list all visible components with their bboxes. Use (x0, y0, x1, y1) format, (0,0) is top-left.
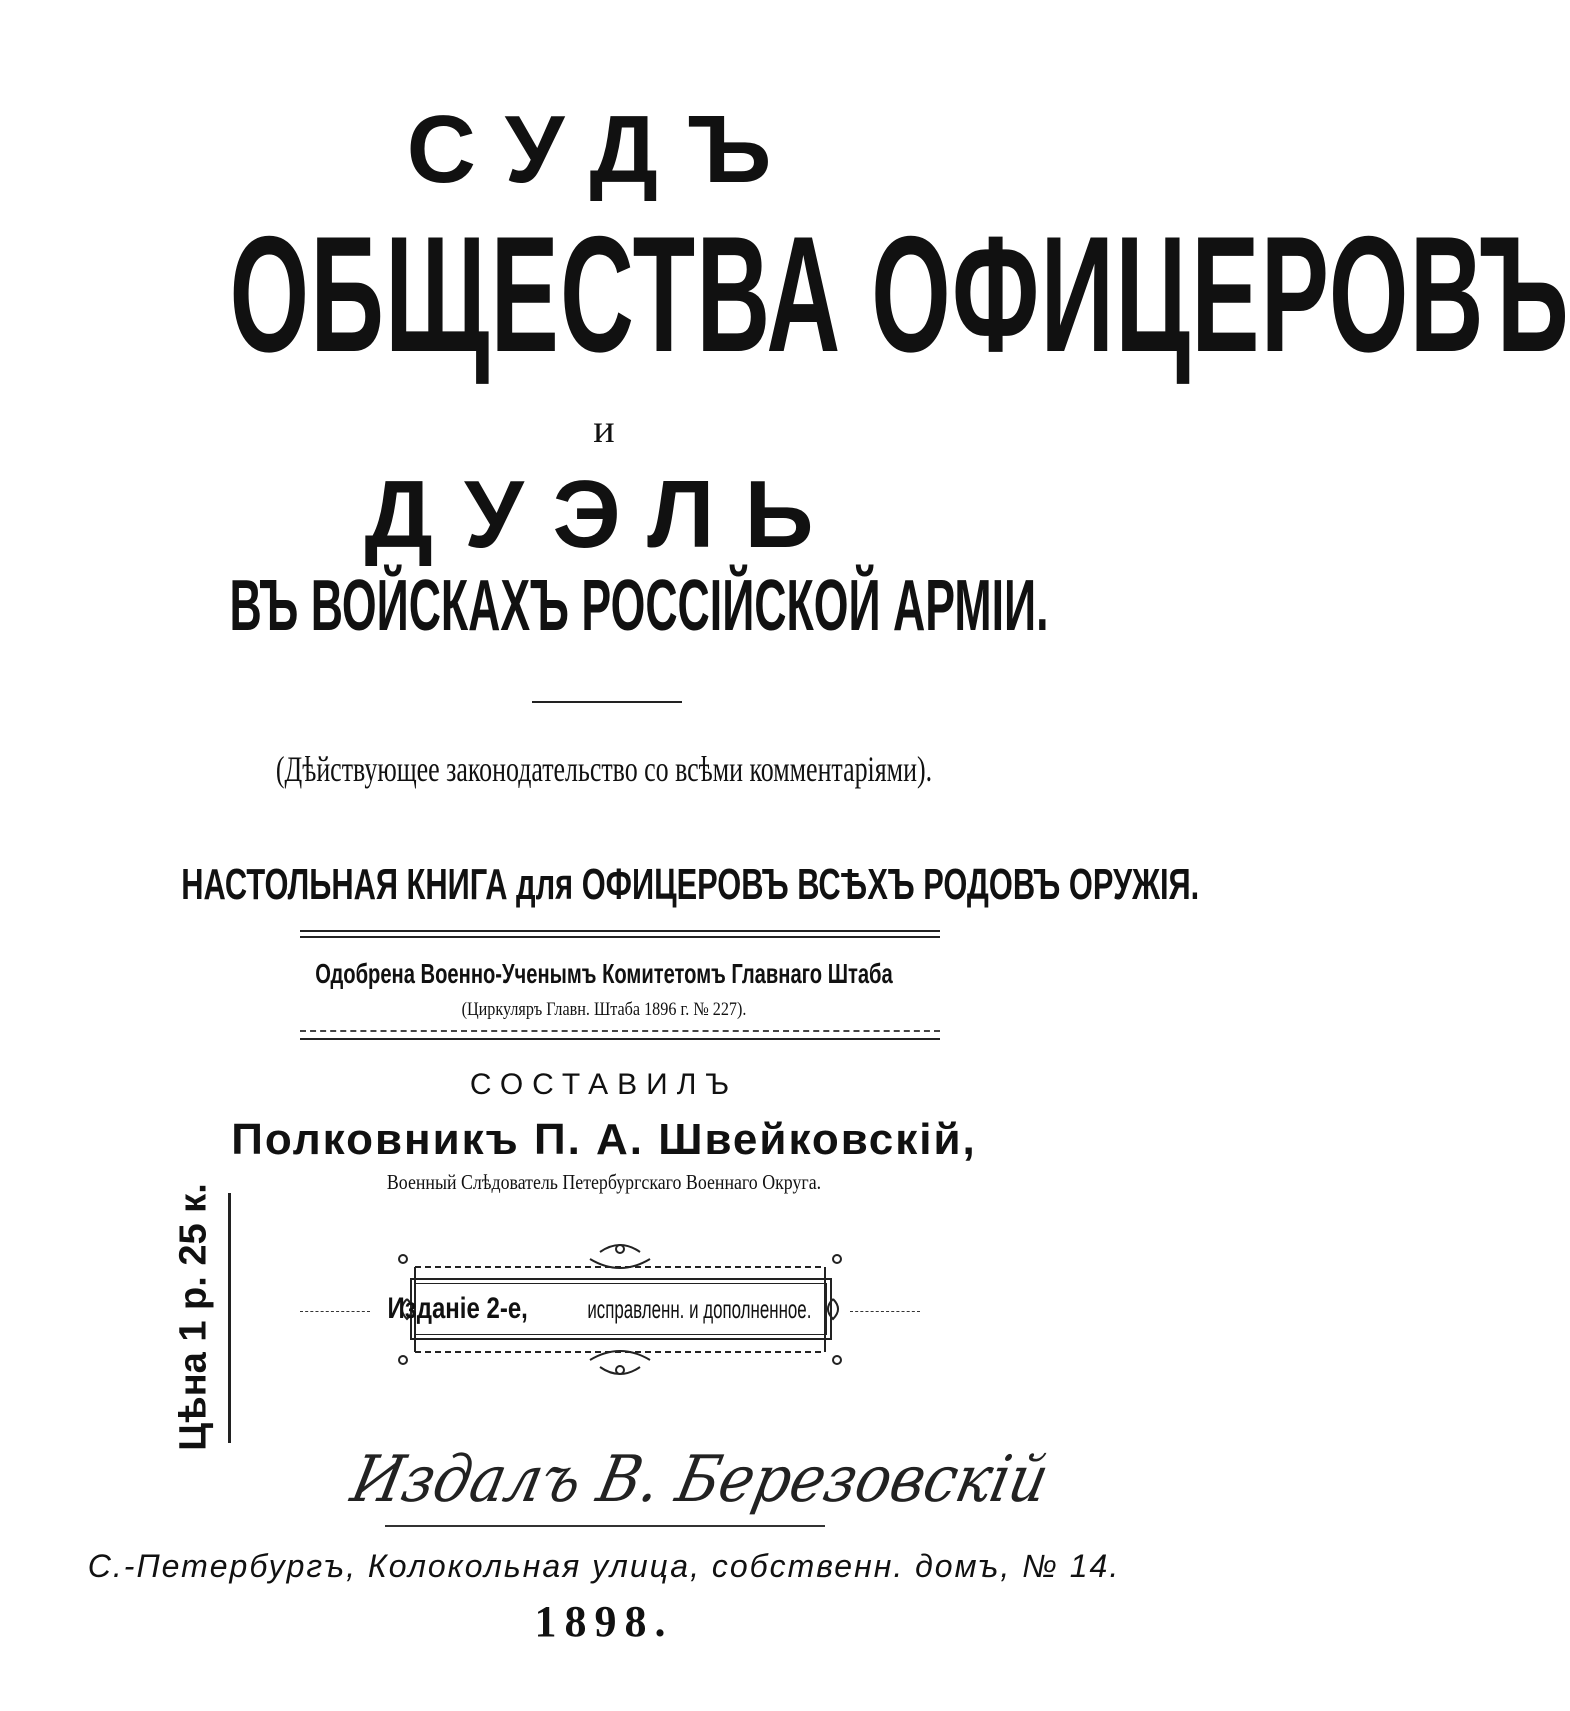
publisher-address: С.-Петербургъ, Колокольная улица, собственн. домъ, № 14. (87, 1548, 1121, 1584)
title-line-3: ДУЭЛЬ (364, 461, 844, 568)
dotted-rule (300, 1030, 940, 1032)
publication-year: 1898. (534, 1597, 674, 1646)
title-line-2: ОБЩЕСТВА ОФИЦЕРОВЪ (229, 202, 1570, 386)
publisher-stamp-text: Издалъ В. Березовскій (345, 1443, 1055, 1517)
author-name: Полковникъ П. А. Швейковскій, (231, 1115, 977, 1164)
edition-right-dash (850, 1311, 920, 1312)
double-rule-top-2 (300, 936, 940, 938)
description: НАСТОЛЬНАЯ КНИГА для ОФИЦЕРОВЪ ВСѢХЪ РОДОВЪ ОРУЖІЯ. (181, 860, 1200, 909)
approval-text: Одобрена Военно-Ученымъ Комитетомъ Главнаго Штаба (315, 958, 893, 989)
subtitle: (Дѣйствующее законодательство со всѣми комментаріями). (275, 749, 933, 789)
price-label: Цѣна 1 р. 25 к. (172, 1183, 215, 1451)
edition-left-dash (300, 1311, 370, 1312)
composed-by-label: СОСТАВИЛЪ (469, 1068, 739, 1101)
edition-rest: исправленн. и дополненное. (587, 1293, 812, 1324)
price-rule (228, 1193, 231, 1443)
author-position: Военный Слѣдователь Петербургскаго Военнаго Округа. (386, 1170, 822, 1194)
publisher-stamp (325, 1425, 1055, 1535)
title-line-4: ВЪ ВОЙСКАХЪ РОССІЙСКОЙ АРМІИ. (229, 566, 1049, 646)
double-rule-bottom (300, 1038, 940, 1040)
edition-main: Изданіе 2-е, (387, 1292, 528, 1325)
edition-box-inner (387, 1283, 827, 1335)
approval-circular: (Циркуляръ Главн. Штаба 1896 г. № 227). (461, 999, 747, 1020)
stamp-underline (385, 1525, 825, 1527)
price-block (164, 1185, 224, 1450)
divider (532, 701, 682, 703)
title-conjunction: и (593, 406, 615, 451)
title-line-1: СУДЪ (406, 96, 802, 203)
edition-box (387, 1278, 832, 1340)
double-rule-top (300, 930, 940, 932)
